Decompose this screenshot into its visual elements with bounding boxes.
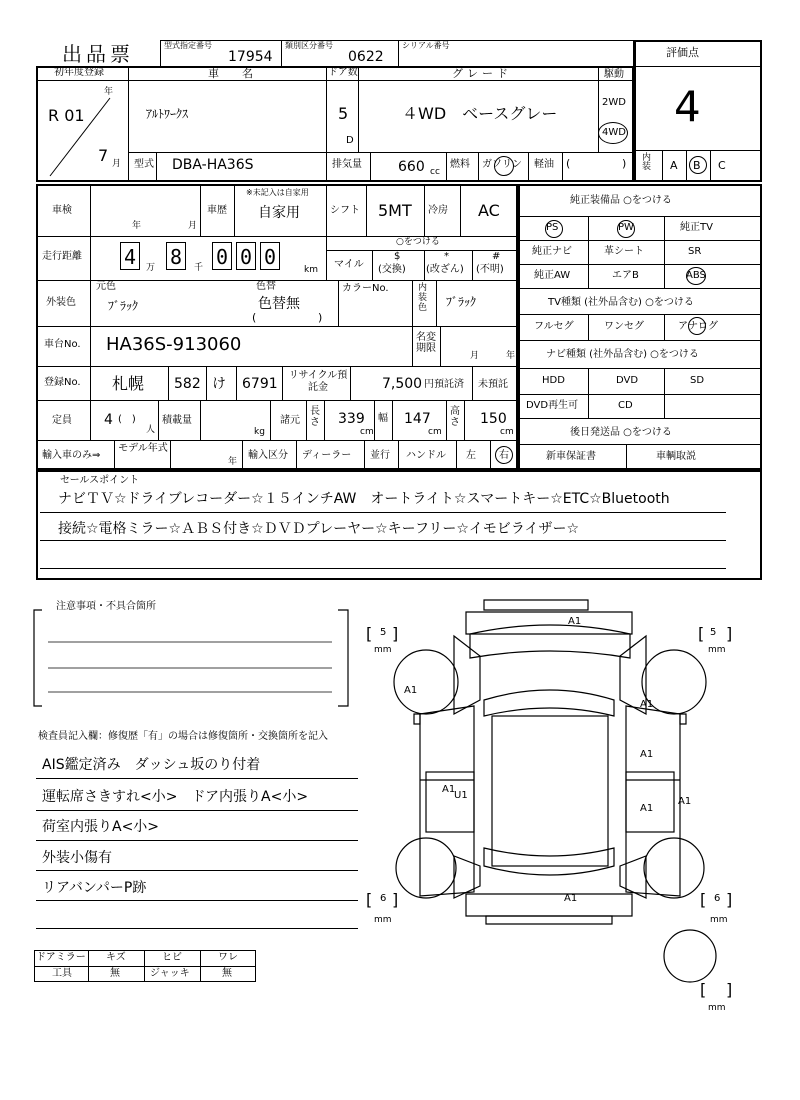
tread-rr-unit: mm [710,915,728,925]
fuel-gasoline-circle [494,156,514,176]
length-value: 339 [338,411,365,427]
tread-rl-close: ] [392,890,399,909]
damage-mark-right-side: A1 [678,796,692,807]
navi-dvd: DVD [616,375,639,386]
mileage-mark-note: ○をつける [396,237,440,247]
car-name: ｱﾙﾄﾜｰｸｽ [146,107,189,121]
mileage-digit: 8 [166,242,186,270]
tools-header-crack: ヒビ [162,952,182,963]
score-label: 評価点 [666,46,699,59]
damage-mark-right-door-front: A1 [640,749,654,760]
inspector-note-3: 荷室内張りA<小> [42,819,160,835]
tools-tools-value: 無 [110,968,120,979]
recycle-label: リサイクル預託金 [288,370,348,393]
inspector-note-1: AIS鑑定済み ダッシュ坂のり付着 [42,757,261,773]
tv-title: TV種類 (社外品含む) ○をつける [548,297,694,308]
name-change-day: 年 [506,351,516,361]
drive-label: 駆動 [604,69,624,80]
page-title: 出品票 [62,42,134,66]
damage-mark-hood: A1 [568,616,582,627]
tools-tools-label: 工具 [52,968,72,979]
width-cm: cm [428,427,442,437]
ac-label: 冷房 [428,205,448,216]
handle-left: 左 [466,450,476,461]
sales-label: セールスポイント [60,475,140,486]
shift-value: 5MT [378,201,412,220]
model-year-unit: 年 [228,457,238,467]
tread-rl-open: [ [366,890,373,909]
mileage-digit: 0 [236,242,256,270]
tools-header-break: ワレ [218,952,238,963]
tv-fullseg: フルセグ [534,321,574,332]
mileage-label: 走行距離 [42,251,82,262]
car-diagram [380,596,720,926]
tread-fl-open: [ [366,624,373,643]
tread-fl-unit: mm [374,645,392,655]
chassis-value: HA36S-913060 [106,334,242,355]
score-value: 4 [674,82,701,131]
navi-hdd: HDD [542,375,565,386]
repaint-value: 色替無 [258,296,300,312]
notes-label: 注意事項・不具合箇所 [56,601,156,612]
kg-unit: kg [254,427,265,437]
handle-right: 右 [499,450,509,461]
import-label: 輸入車のみ⇒ [42,450,101,461]
tread-fl-value: 5 [380,627,387,638]
navi-cd: CD [618,400,633,411]
interior-b-circle [689,156,707,174]
tampered-symbol: * [444,251,449,262]
exchange-option: (交換) [378,264,406,275]
interior-a: A [670,159,678,172]
tools-jack-label: ジャッキ [150,968,190,979]
equip-tv: 純正TV [680,222,713,233]
recycle-value: 7,500 [382,376,423,392]
tv-oneseg: ワンセグ [604,321,644,332]
recycle-unit: 円預託済 [424,379,464,390]
km-unit: km [304,265,318,275]
doors-value: 5 [338,104,349,123]
tread-spare-open: [ [700,980,707,999]
inspector-note-4: 外装小傷有 [42,850,112,866]
color-no-label: カラーNo. [342,283,389,294]
equip-pw-circle [617,220,635,238]
equip-leather: 革シート [604,246,644,257]
inspection-year-unit: 年 [132,221,142,231]
interior-label: 内装 [642,153,652,172]
repaint-open: ( [252,311,257,324]
equip-airbag: エアB [612,270,639,281]
tv-analog-circle [688,317,706,335]
damage-mark-interior: A1 [442,784,456,795]
fuel-other-open: ( [566,157,571,170]
length-cm: cm [360,427,374,437]
later-manual: 車輌取説 [656,451,696,462]
first-reg-month: 7 [98,146,109,165]
tread-spare-unit: mm [708,1003,726,1013]
tools-jack-value: 無 [222,968,232,979]
damage-mark-right-door-rear: A1 [640,803,654,814]
damage-mark-rear: A1 [564,893,578,904]
mile-option: マイル [334,259,364,270]
unknown-symbol: # [492,251,501,262]
height-value: 150 [480,411,507,427]
model-label: 型式 [134,159,154,170]
height-label: 高さ [450,406,460,428]
grade-name: ４WD ベースグレー [402,104,558,123]
interior-color-label: 内装色 [418,283,428,313]
equip-sr: SR [688,246,702,257]
sales-line-2: 接続☆電格ミラー☆ＡＢＳ付き☆ＤＶＤプレーヤー☆キーフリー☆イモビライザー☆ [58,521,580,537]
reg-area: 札幌 [112,374,145,393]
later-warranty: 新車保証書 [546,451,596,462]
load-label: 積載量 [162,415,192,426]
damage-mark-front-left: A1 [404,685,418,696]
serial-label: シリアル番号 [402,41,450,50]
chassis-label: 車台No. [44,339,81,350]
interior-color-value: ﾌﾞﾗｯｸ [446,295,477,309]
damage-mark-interior-u: U1 [454,790,468,801]
inspector-note-5: リアバンパーP跡 [42,880,147,896]
exchange-symbol: $ [394,251,401,262]
reg-class: 582 [174,376,201,392]
person-unit: 人 [146,425,156,435]
tv-analog: アナログ [678,321,718,332]
first-reg-label: 初年度登録 [54,67,104,78]
sales-line-1: ナビＴＶ☆ドライブレコーダー☆１５インチAW オートライト☆スマートキー☆ETC☆Bluetooth [58,491,670,507]
inspection-month-unit: 月 [188,221,198,231]
history-label: 車歴 [207,205,227,216]
length-label: 長さ [310,406,320,428]
tampered-option: (改ざん) [426,264,464,275]
cc-unit: cc [430,167,440,177]
import-type-label: 輸入区分 [248,450,288,461]
inspector-label: 検査員記入欄：修復歴「有」の場合は修復箇所・交換箇所を記入 [38,731,328,742]
fuel-other-close: ) [622,157,627,170]
type-no-value: 17954 [228,49,273,65]
interior-c: C [718,159,726,172]
tread-fl-close: ] [392,624,399,643]
shift-label: シフト [330,205,360,216]
exterior-color-label: 外装色 [46,297,76,308]
equip-ps: PS [546,222,559,233]
tread-fr-open: [ [698,624,705,643]
navi-sd: SD [690,375,705,386]
tools-header-scratch: キズ [106,952,126,963]
name-label: 車 名 [208,67,259,80]
navi-dvd-play: DVD再生可 [526,400,579,411]
equip-pw: PW [618,222,634,233]
reg-label: 登録No. [44,377,81,388]
notes-frame [30,608,360,718]
orig-color-label: 元色 [96,281,116,292]
tread-rr-close: ] [726,890,733,909]
dimensions-label: 諸元 [280,415,300,426]
mileage-digit: 0 [212,242,232,270]
repaint-label: 色替 [256,281,276,292]
damage-mark-front-right: A1 [640,699,654,710]
spare-tire [660,926,720,986]
width-label: 幅 [378,413,388,424]
doors-suffix: D [346,135,354,146]
tools-header-mirror: ドアミラー [36,952,86,963]
month-unit: 月 [112,159,122,169]
mileage-digit: 0 [260,242,280,270]
drive-4wd: 4WD [602,127,626,138]
tread-spare-close: ] [726,980,733,999]
capacity-value: 4 [104,412,113,428]
fuel-gasoline: ガソリン [482,159,522,170]
equip-abs: ABS [686,270,706,281]
unknown-option: (不明) [476,264,504,275]
displacement-value: 660 [398,159,425,175]
import-parallel: 並行 [370,450,390,461]
tread-rl-value: 6 [380,893,387,904]
doors-label: ドア数 [328,67,358,78]
tread-rr-value: 6 [714,893,721,904]
recycle-status: 未預託 [478,379,508,390]
interior-b: B [693,159,701,172]
name-change-label: 名変期限 [416,332,436,354]
class-no-value: 0622 [348,49,384,65]
fuel-label: 燃料 [450,159,470,170]
equip-aw: 純正AW [534,270,571,281]
navi-title: ナビ種類 (社外品含む) ○をつける [546,349,699,360]
drive-2wd: 2WD [602,97,626,108]
width-value: 147 [404,411,431,427]
first-reg-year: R 01 [48,106,85,125]
reg-number: 6791 [242,376,278,392]
history-value: 自家用 [258,205,300,221]
equipment-title: 純正装備品 ○をつける [570,195,672,206]
handle-label: ハンドル [406,450,446,461]
equip-abs-circle [686,267,706,285]
year-unit: 年 [104,87,114,97]
repaint-close: ) [318,311,323,324]
equip-ps-circle [545,220,563,238]
inspection-label: 車検 [52,205,72,216]
tread-fr-close: ] [726,624,733,643]
type-no-label: 型式指定番号 [164,41,212,50]
model-value: DBA-HA36S [172,157,254,173]
later-title: 後日発送品 ○をつける [570,427,672,438]
capacity-paren: ( ) [118,414,136,425]
mileage-man-unit: 万 [146,263,156,273]
height-cm: cm [500,427,514,437]
tread-fr-value: 5 [710,627,717,638]
inspector-note-2: 運転席さきすれ<小> ドア内張りA<小> [42,789,309,805]
tread-fr-unit: mm [708,645,726,655]
equip-navi: 純正ナビ [532,246,572,257]
displacement-label: 排気量 [332,159,362,170]
mileage-digit: 4 [120,242,140,270]
ac-value: AC [478,201,500,220]
tread-rr-open: [ [700,890,707,909]
orig-color-value: ﾌﾞﾗｯｸ [108,299,139,313]
drive-4wd-circle [598,122,628,144]
model-year-label: モデル年式 [118,443,168,454]
capacity-label: 定員 [52,415,72,426]
grade-head: グレード [452,67,512,80]
history-note: ※未記入は自家用 [246,188,309,197]
mileage-sen-unit: 千 [194,263,204,273]
class-no-label: 類別区分番号 [285,41,333,50]
import-dealer: ディーラー [302,450,352,461]
name-change-month: 月 [470,351,480,361]
fuel-diesel: 軽油 [534,159,554,170]
reg-kana: け [212,376,226,392]
tread-rl-unit: mm [374,915,392,925]
handle-right-circle [495,446,513,464]
